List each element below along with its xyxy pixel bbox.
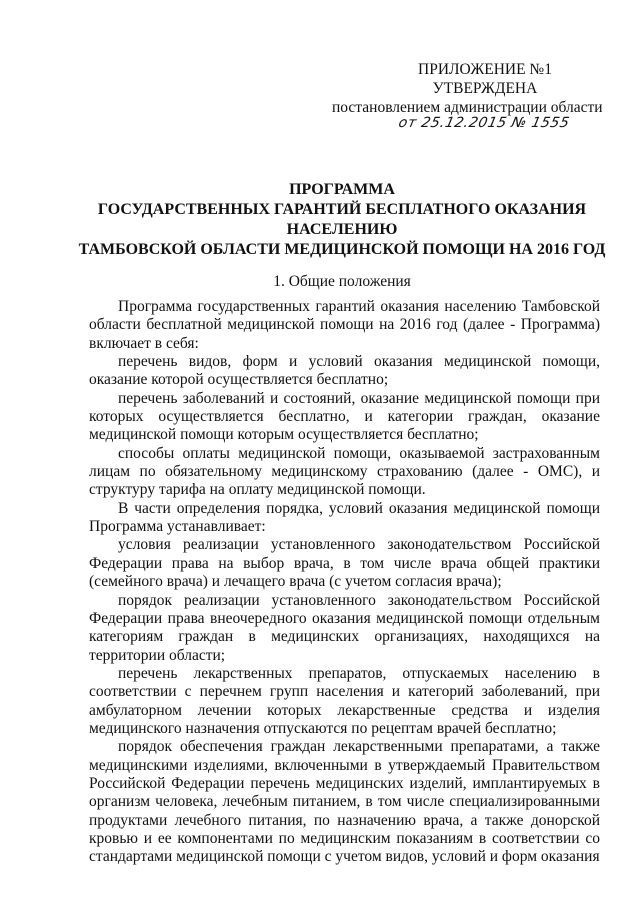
paragraph: способы оплаты медицинской помощи, оказываемой застрахованным лицам по обязательному медицинскому страхованию (далее - ОМС), и структуру тарифа на оплату медицинской помощи. (89, 444, 600, 499)
paragraph: условия реализации установленного законодательством Российской Федерации права на выбор врача, в том числе врача общей практики (семейного врача) и лечащего врача (с учетом согласия врача); (89, 536, 600, 591)
paragraph: перечень видов, форм и условий оказания медицинской помощи, оказание которой осуществляется бесплатно; (89, 353, 600, 389)
paragraph: В части определения порядка, условий оказания медицинской помощи Программа устанавливает: (89, 499, 600, 536)
document-title (64, 180, 620, 260)
paragraph: перечень лекарственных препаратов, отпускаемых населению в соответствии с перечнем групп населения и категорий заболеваний, при амбулаторном лечении которых лекарственные средства и изделия медицинского назначения отпускаются по рецептам врачей бесплатно; (89, 664, 600, 737)
section-heading: 1. Общие положения (273, 273, 411, 290)
title-line-4: ТАМБОВСКОЙ ОБЛАСТИ МЕДИЦИНСКОЙ ПОМОЩИ НА 2016 ГОД (78, 241, 606, 258)
paragraph: перечень заболеваний и состояний, оказание медицинской помощи при которых осуществляется бесплатно, и категории граждан, оказание медицинской помощи которым осуществляется бесплатно; (89, 389, 600, 444)
handwritten-date-number: от 25.12.2015 № 1555 (397, 115, 571, 131)
approval-block (332, 60, 603, 131)
title-line-1: ПРОГРАММА (289, 181, 395, 198)
paragraph: порядок обеспечения граждан лекарственными препаратами, а также медицинскими изделиями, включенными в утверждаемый Правительством Российской Федерации перечень медицинских изделий, имплантируемых в организм человека, лечебным питанием, в том числе специализированными продуктами лечебного питания, по назначению врача, а также донорской кровью и ее компонентами по медицинским показаниям в соответствии со стандартами медицинской помощи с учетом видов, условий и форм оказания (89, 738, 600, 866)
document-body (89, 296, 600, 867)
paragraph: порядок реализации установленного законодательством Российской Федерации права внеочередного оказания медицинской помощи отдельным категориям граждан в медицинских организациях, находящихся на территории области; (89, 591, 600, 664)
title-line-3: НАСЕЛЕНИЮ (286, 221, 398, 238)
decree-reference: постановлением администрации области (332, 99, 603, 116)
title-line-2: ГОСУДАРСТВЕННЫХ ГАРАНТИЙ БЕСПЛАТНОГО ОКАЗАНИЯ (97, 201, 587, 218)
appendix-label: ПРИЛОЖЕНИЕ №1 (418, 61, 552, 78)
approved-label: УТВЕРЖДЕНА (432, 80, 538, 97)
paragraph: Программа государственных гарантий оказания населению Тамбовской области бесплатной медицинской помощи на 2016 год (далее - Программа) включает в себя: (89, 298, 600, 352)
